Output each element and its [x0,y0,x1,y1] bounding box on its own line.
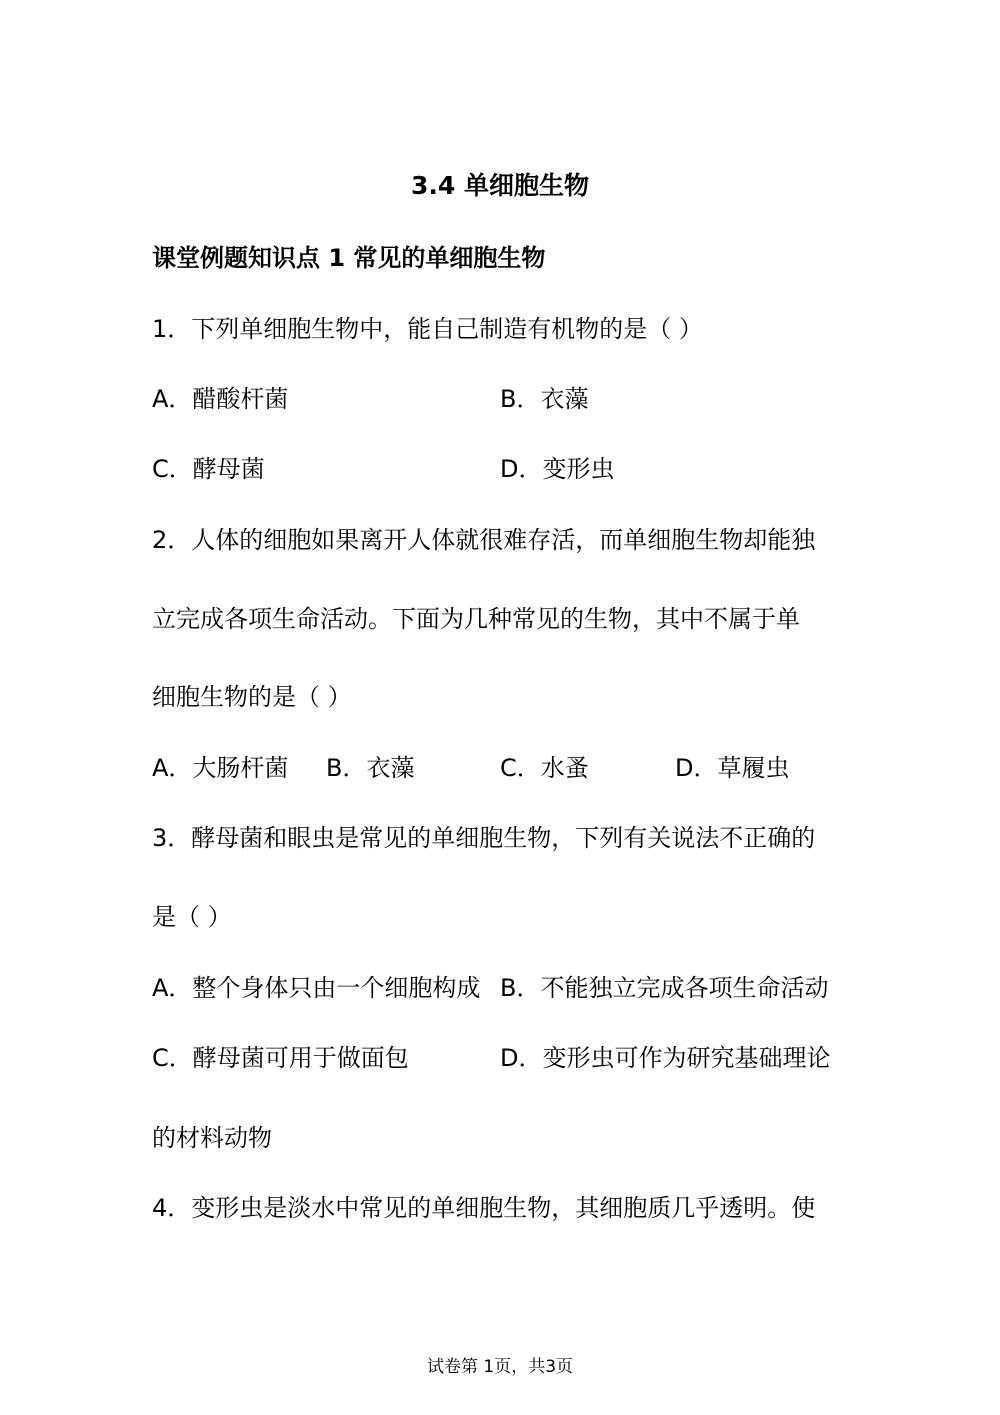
question-1-stem: 1．下列单细胞生物中，能自己制造有机物的是（ ） [152,315,703,343]
question-2-option-d: D．草履虫 [675,754,790,782]
question-3-option-c: C．酵母菌可用于做面包 [152,1044,409,1072]
page-title: 3.4 单细胞生物 [411,171,589,200]
question-1-option-b: B．衣藻 [500,385,589,413]
question-2-line-3: 细胞生物的是（ ） [152,683,352,711]
question-2-option-b: B．衣藻 [326,754,415,782]
question-2-option-a: A．大肠杆菌 [152,754,289,782]
question-4-line-1: 4．变形虫是淡水中常见的单细胞生物，其细胞质几乎透明。使 [152,1194,816,1222]
question-3-option-b: B．不能独立完成各项生命活动 [500,974,829,1002]
question-3-line-1: 3．酵母菌和眼虫是常见的单细胞生物，下列有关说法不正确的 [152,824,816,852]
question-3-option-a: A．整个身体只由一个细胞构成 [152,974,481,1002]
question-1-option-a: A．醋酸杆菌 [152,385,289,413]
question-2-option-c: C．水蚤 [500,754,589,782]
question-1-option-c: C．酵母菌 [152,455,265,483]
question-3-line-2: 是（ ） [152,903,232,931]
question-3-option-d-continued: 的材料动物 [152,1124,272,1152]
question-2-line-2: 立完成各项生命活动。下面为几种常见的生物，其中不属于单 [152,605,800,633]
section-heading: 课堂例题知识点 1 常见的单细胞生物 [152,244,546,272]
question-3-option-d: D．变形虫可作为研究基础理论 [500,1044,831,1072]
page-footer: 试卷第 1页，共3页 [426,1357,574,1377]
question-1-option-d: D．变形虫 [500,455,615,483]
question-2-line-1: 2．人体的细胞如果离开人体就很难存活，而单细胞生物却能独 [152,526,816,554]
